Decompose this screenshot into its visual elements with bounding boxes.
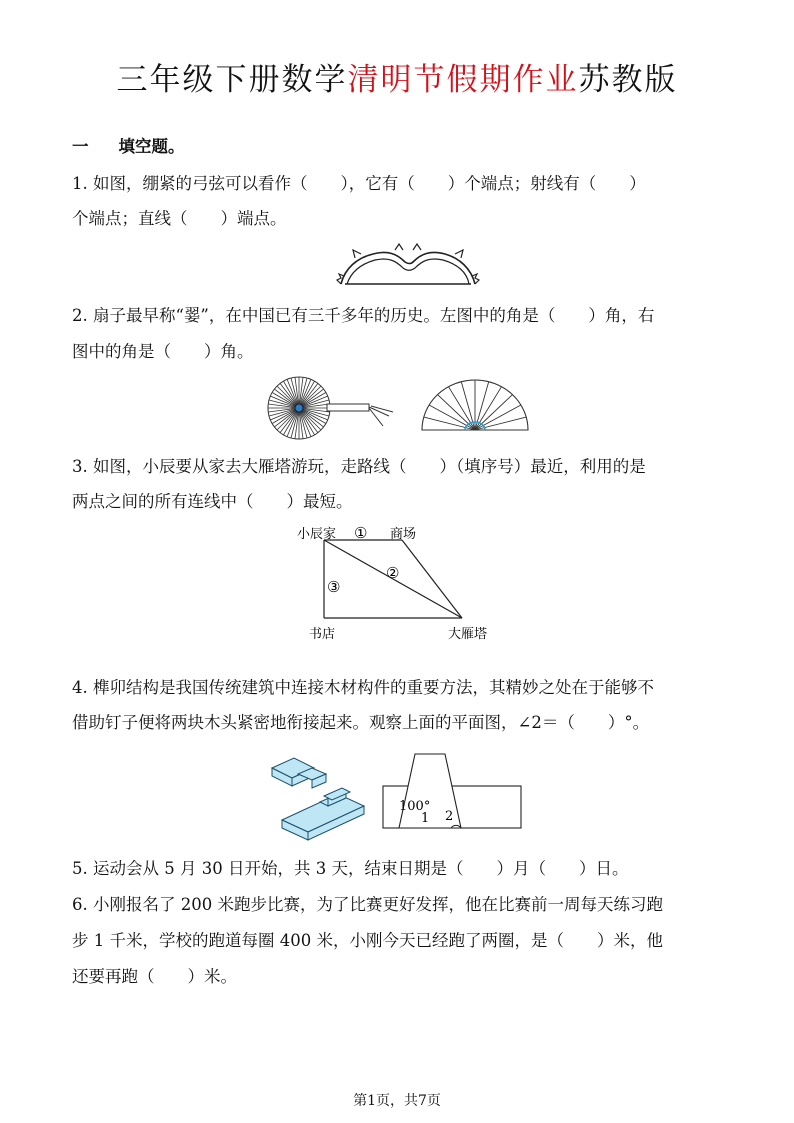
title-part-1: 三年级下册数学 — [116, 62, 348, 98]
q5-line-1: 5. 运动会从 5 月 30 日开始，共 3 天，结束日期是（ ）月（ ）日。 — [72, 859, 629, 878]
round-fan-figure — [265, 372, 400, 442]
section-heading — [72, 133, 185, 157]
q1-line-2: 个端点；直线（ ）端点。 — [72, 209, 287, 228]
pagoda-label: 大雁塔 — [448, 627, 488, 642]
route-3-label: ③ — [327, 578, 341, 596]
home-label: 小辰家 — [297, 527, 337, 542]
q6-line-2: 步 1 千米，学校的跑道每圈 400 米，小刚今天已经跑了两圈，是（ ）米，他 — [72, 931, 663, 950]
page-title — [0, 58, 794, 102]
mortise-tenon-3d-figure — [268, 750, 380, 842]
q6-line-1: 6. 小刚报名了 200 米跑步比赛，为了比赛更好发挥，他在比赛前一周每天练习跑 — [72, 895, 663, 914]
q1-line-1: 1. 如图，绷紧的弓弦可以看作（ ），它有（ ）个端点；射线有（ ） — [72, 174, 646, 193]
q3-line-2: 两点之间的所有连线中（ ）最短。 — [72, 492, 353, 511]
route-2-label: ② — [386, 564, 400, 582]
title-part-2: 清明节假期作业 — [347, 62, 579, 98]
title-part-3: 苏教版 — [578, 62, 678, 98]
q2-line-1: 2. 扇子最早称“翣”，在中国已有三千多年的历史。左图中的角是（ ）角，右 — [72, 306, 655, 325]
q4-line-1: 4. 榫卯结构是我国传统建筑中连接木材构件的重要方法，其精妙之处在于能够不 — [72, 678, 654, 697]
section-label: 填空题。 — [118, 137, 185, 156]
q2-line-2: 图中的角是（ ）角。 — [72, 342, 254, 361]
mall-label: 商场 — [390, 527, 417, 542]
page-footer: 第1页，共7页 — [353, 1093, 441, 1109]
route-1-label: ① — [354, 524, 368, 542]
bookstore-label: 书店 — [309, 627, 336, 642]
angle-2-label: 2 — [445, 809, 454, 824]
mall-to-pagoda-line — [402, 540, 462, 618]
angle-100-label: 100° — [399, 799, 431, 814]
q3-line-1: 3. 如图，小辰要从家去大雁塔游玩，走路线（ ）（填序号）最近，利用的是 — [72, 457, 646, 476]
angle-1-label: 1 — [421, 811, 430, 826]
half-fan-figure — [420, 378, 530, 434]
bow-figure — [333, 240, 483, 292]
q6-line-3: 还要再跑（ ）米。 — [72, 967, 237, 986]
section-number: 一 — [72, 137, 89, 156]
q4-line-2: 借助钉子便将两块木头紧密地衔接起来。观察上面的平面图，∠2＝（ ）°。 — [72, 713, 650, 732]
route-map — [290, 522, 510, 650]
mortise-tenon-plan-figure — [381, 750, 523, 832]
